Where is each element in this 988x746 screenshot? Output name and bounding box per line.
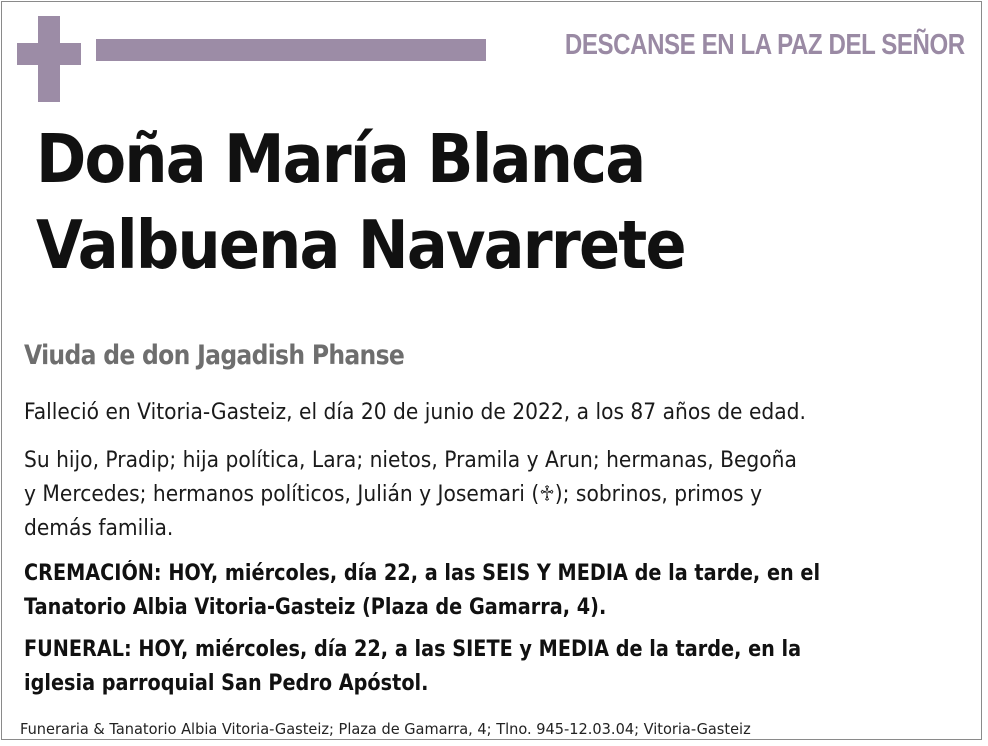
widow-subtitle: Viuda de don Jagadish Phanse (24, 340, 405, 371)
family-line3: demás familia. (24, 516, 174, 541)
family-line1: Su hijo, Pradip; hija política, Lara; nietos, Pramila y Arun; hermanas, Begoña (24, 448, 797, 473)
family-paragraph (24, 444, 797, 546)
funeral-line2: iglesia parroquial San Pedro Apóstol. (24, 671, 429, 696)
cremation-line2: Tanatorio Albia Vitoria-Gasteiz (Plaza de Gamarra, 4). (24, 595, 607, 620)
header-rule (96, 39, 486, 61)
funeral-home-footer: Funeraria & Tanatorio Albia Vitoria-Gasteiz; Plaza de Gamarra, 4; Tlno. 945-12.03.04; Vitoria-Gasteiz (20, 720, 751, 738)
deceased-name-line1: Doña María Blanca (36, 120, 645, 198)
latin-cross-icon (17, 16, 81, 102)
funeral-line1: FUNERAL: HOY, miércoles, día 22, a las SIETE y MEDIA de la tarde, en la (24, 637, 802, 662)
deceased-name-line2: Valbuena Navarrete (36, 206, 685, 284)
funeral-paragraph (24, 633, 801, 701)
cremation-line1: CREMACIÓN: HOY, miércoles, día 22, a las SEIS Y MEDIA de la tarde, en el (24, 561, 821, 586)
family-line2: y Mercedes; hermanos políticos, Julián y Josemari (♱); sobrinos, primos y (24, 482, 763, 507)
header-motto: DESCANSE EN LA PAZ DEL SEÑOR (565, 29, 965, 61)
deceased-name (36, 116, 685, 288)
death-notice: Falleció en Vitoria-Gasteiz, el día 20 de junio de 2022, a los 87 años de edad. (24, 400, 806, 425)
cremation-paragraph (24, 557, 820, 625)
